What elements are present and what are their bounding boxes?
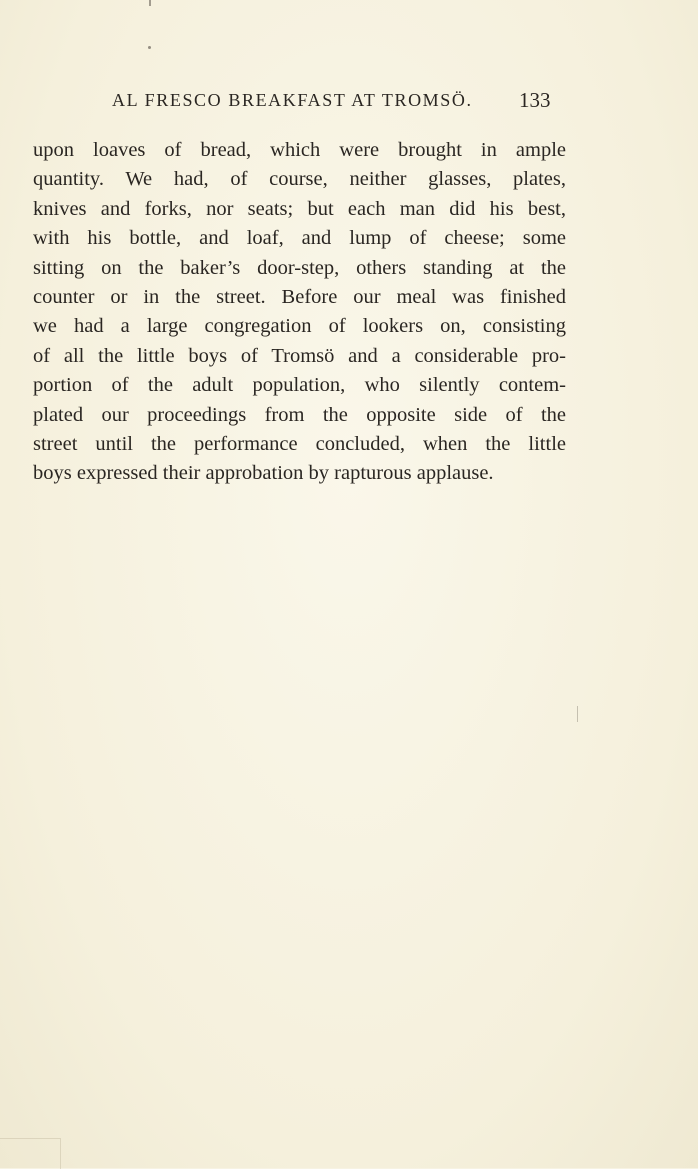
body-paragraph	[33, 136, 566, 489]
text-line: sitting on the baker’s door-step, others standing at the	[33, 256, 566, 279]
text-line: quantity. We had, of course, neither glasses, plates,	[33, 168, 566, 191]
text-line: counter or in the street. Before our meal was finished	[33, 285, 566, 308]
text-line: with his bottle, and loaf, and lump of cheese; some	[33, 227, 566, 250]
page-edge	[0, 1138, 61, 1169]
text-line: street until the performance concluded, when the little	[33, 432, 566, 455]
text-line: plated our proceedings from the opposite side of the	[33, 403, 566, 426]
page-blemish	[148, 46, 151, 49]
running-head: AL FRESCO BREAKFAST AT TROMSÖ.	[112, 90, 473, 110]
text-line: upon loaves of bread, which were brought in ample	[33, 139, 566, 161]
page-header	[0, 88, 698, 118]
text-line: we had a large congregation of lookers on, consisting	[33, 315, 566, 338]
page-number: 133	[519, 88, 551, 112]
page-blemish	[577, 706, 578, 722]
text-line: boys expressed their approbation by rapturous applause.	[33, 462, 494, 485]
text-line: portion of the adult population, who silently contem-	[33, 374, 566, 397]
text-line: knives and forks, nor seats; but each man did his best,	[33, 197, 566, 220]
page-blemish	[149, 0, 151, 6]
text-line: of all the little boys of Tromsö and a considerable pro-	[33, 344, 566, 367]
